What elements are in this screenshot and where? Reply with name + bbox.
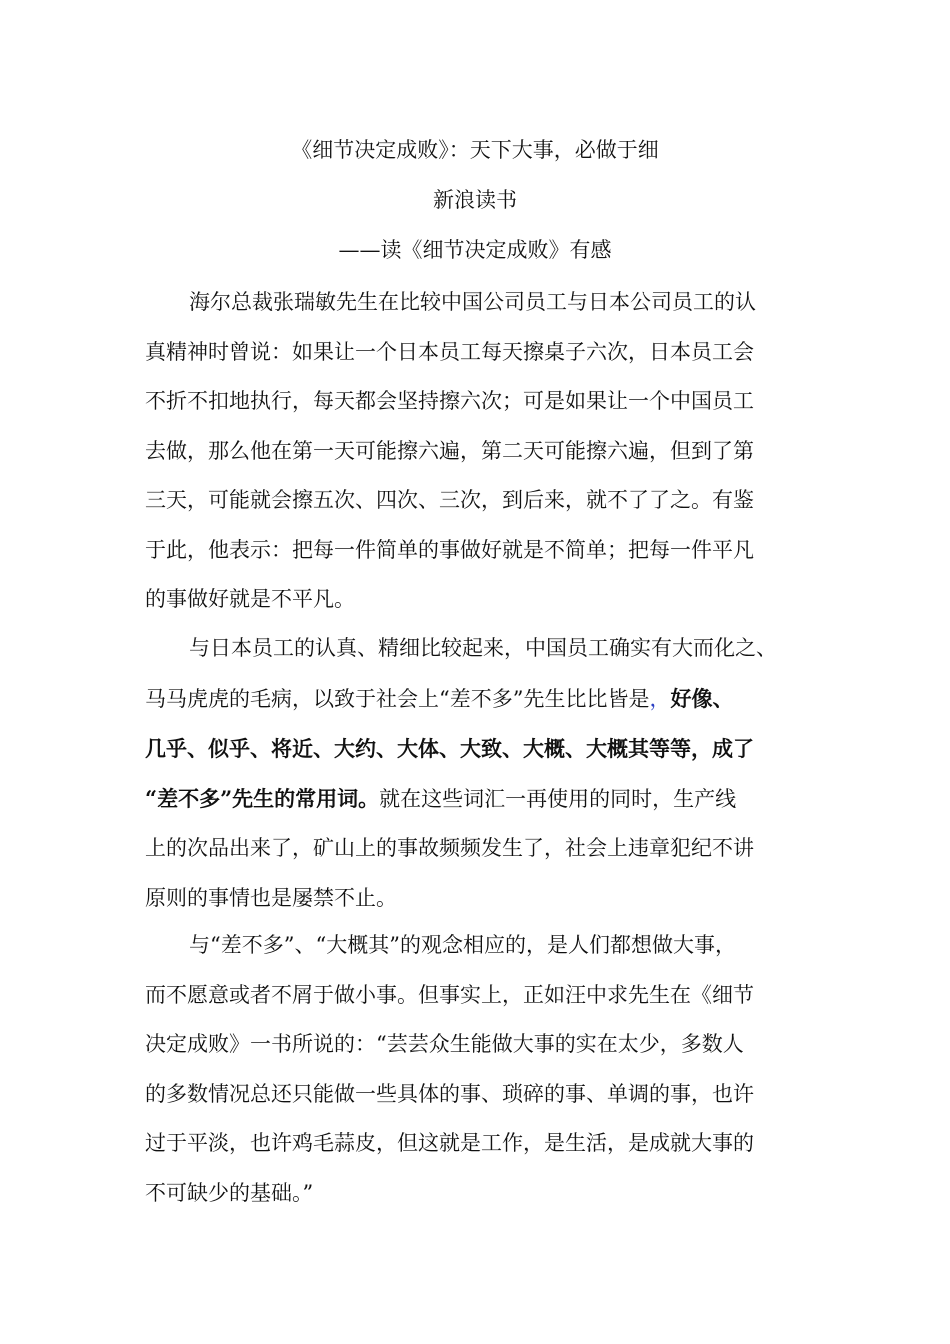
paragraph-line: 与日本员工的认真、精细比较起来，中国员工确实有大而化之、	[189, 636, 777, 660]
paragraph-2	[145, 624, 835, 923]
paragraph-line	[145, 774, 835, 825]
paragraph-line: 上的次品出来了，矿山上的事故频频发生了，社会上违章犯纪不讲	[145, 836, 754, 860]
paragraph-line: 不折不扣地执行，每天都会坚持擦六次；可是如果让一个中国员工	[145, 389, 754, 413]
paragraph-line: 的多数情况总还只能做一些具体的事、琐碎的事、单调的事，也许	[145, 1081, 754, 1106]
paragraph-line: 的事做好就是不平凡。	[145, 587, 355, 611]
line-text: 就在这些词汇一再使用的同时，生产线	[379, 786, 737, 811]
paragraph-3	[145, 921, 835, 1218]
paragraph-line: 真精神时曾说：如果让一个日本员工每天擦桌子六次，日本员工会	[145, 339, 754, 364]
bold-text: 好像、	[670, 685, 734, 711]
paragraph-line-bold: 几乎、似乎、将近、大约、大体、大致、大概、大概其等等，成了	[145, 736, 754, 761]
paragraph-line: 去做，那么他在第一天可能擦六遍，第二天可能擦六遍，但到了第	[145, 438, 754, 463]
paragraph-line: 不可缺少的基础。”	[145, 1180, 314, 1205]
document-source: 新浪读书	[433, 188, 517, 212]
highlighted-comma: ，	[649, 686, 671, 711]
paragraph-line: 于此，他表示：把每一件简单的事做好就是不简单；把每一件平凡	[145, 537, 754, 562]
document-title: 《细节决定成败》：天下大事，必做于细	[291, 138, 659, 162]
paragraph-line	[145, 674, 835, 725]
paragraph-line: 三天，可能就会擦五次、四次、三次，到后来，就不了了之。有鉴	[145, 488, 754, 512]
paragraph-line: 原则的事情也是屡禁不止。	[145, 885, 397, 910]
paragraph-line: 而不愿意或者不屑于做小事。但事实上，正如汪中求先生在《细节	[145, 982, 754, 1007]
document-subtitle: ——读《细节决定成败》有感	[338, 238, 612, 262]
paragraph-line: 与“差不多”、“大概其”的观念相应的，是人们都想做大事，	[189, 933, 736, 957]
paragraph-line: 决定成败》一书所说的：“芸芸众生能做大事的实在太少，多数人	[145, 1032, 744, 1056]
bold-text: “差不多”先生的常用词。	[145, 785, 380, 811]
paragraph-line: 海尔总裁张瑞敏先生在比较中国公司员工与日本公司员工的认	[189, 290, 756, 314]
paragraph-1	[145, 278, 835, 625]
line-text: 马马虎虎的毛病，以致于社会上“差不多”先生比比皆是	[145, 686, 650, 711]
paragraph-line: 过于平淡，也许鸡毛蒜皮，但这就是工作，是生活，是成就大事的	[145, 1131, 754, 1155]
